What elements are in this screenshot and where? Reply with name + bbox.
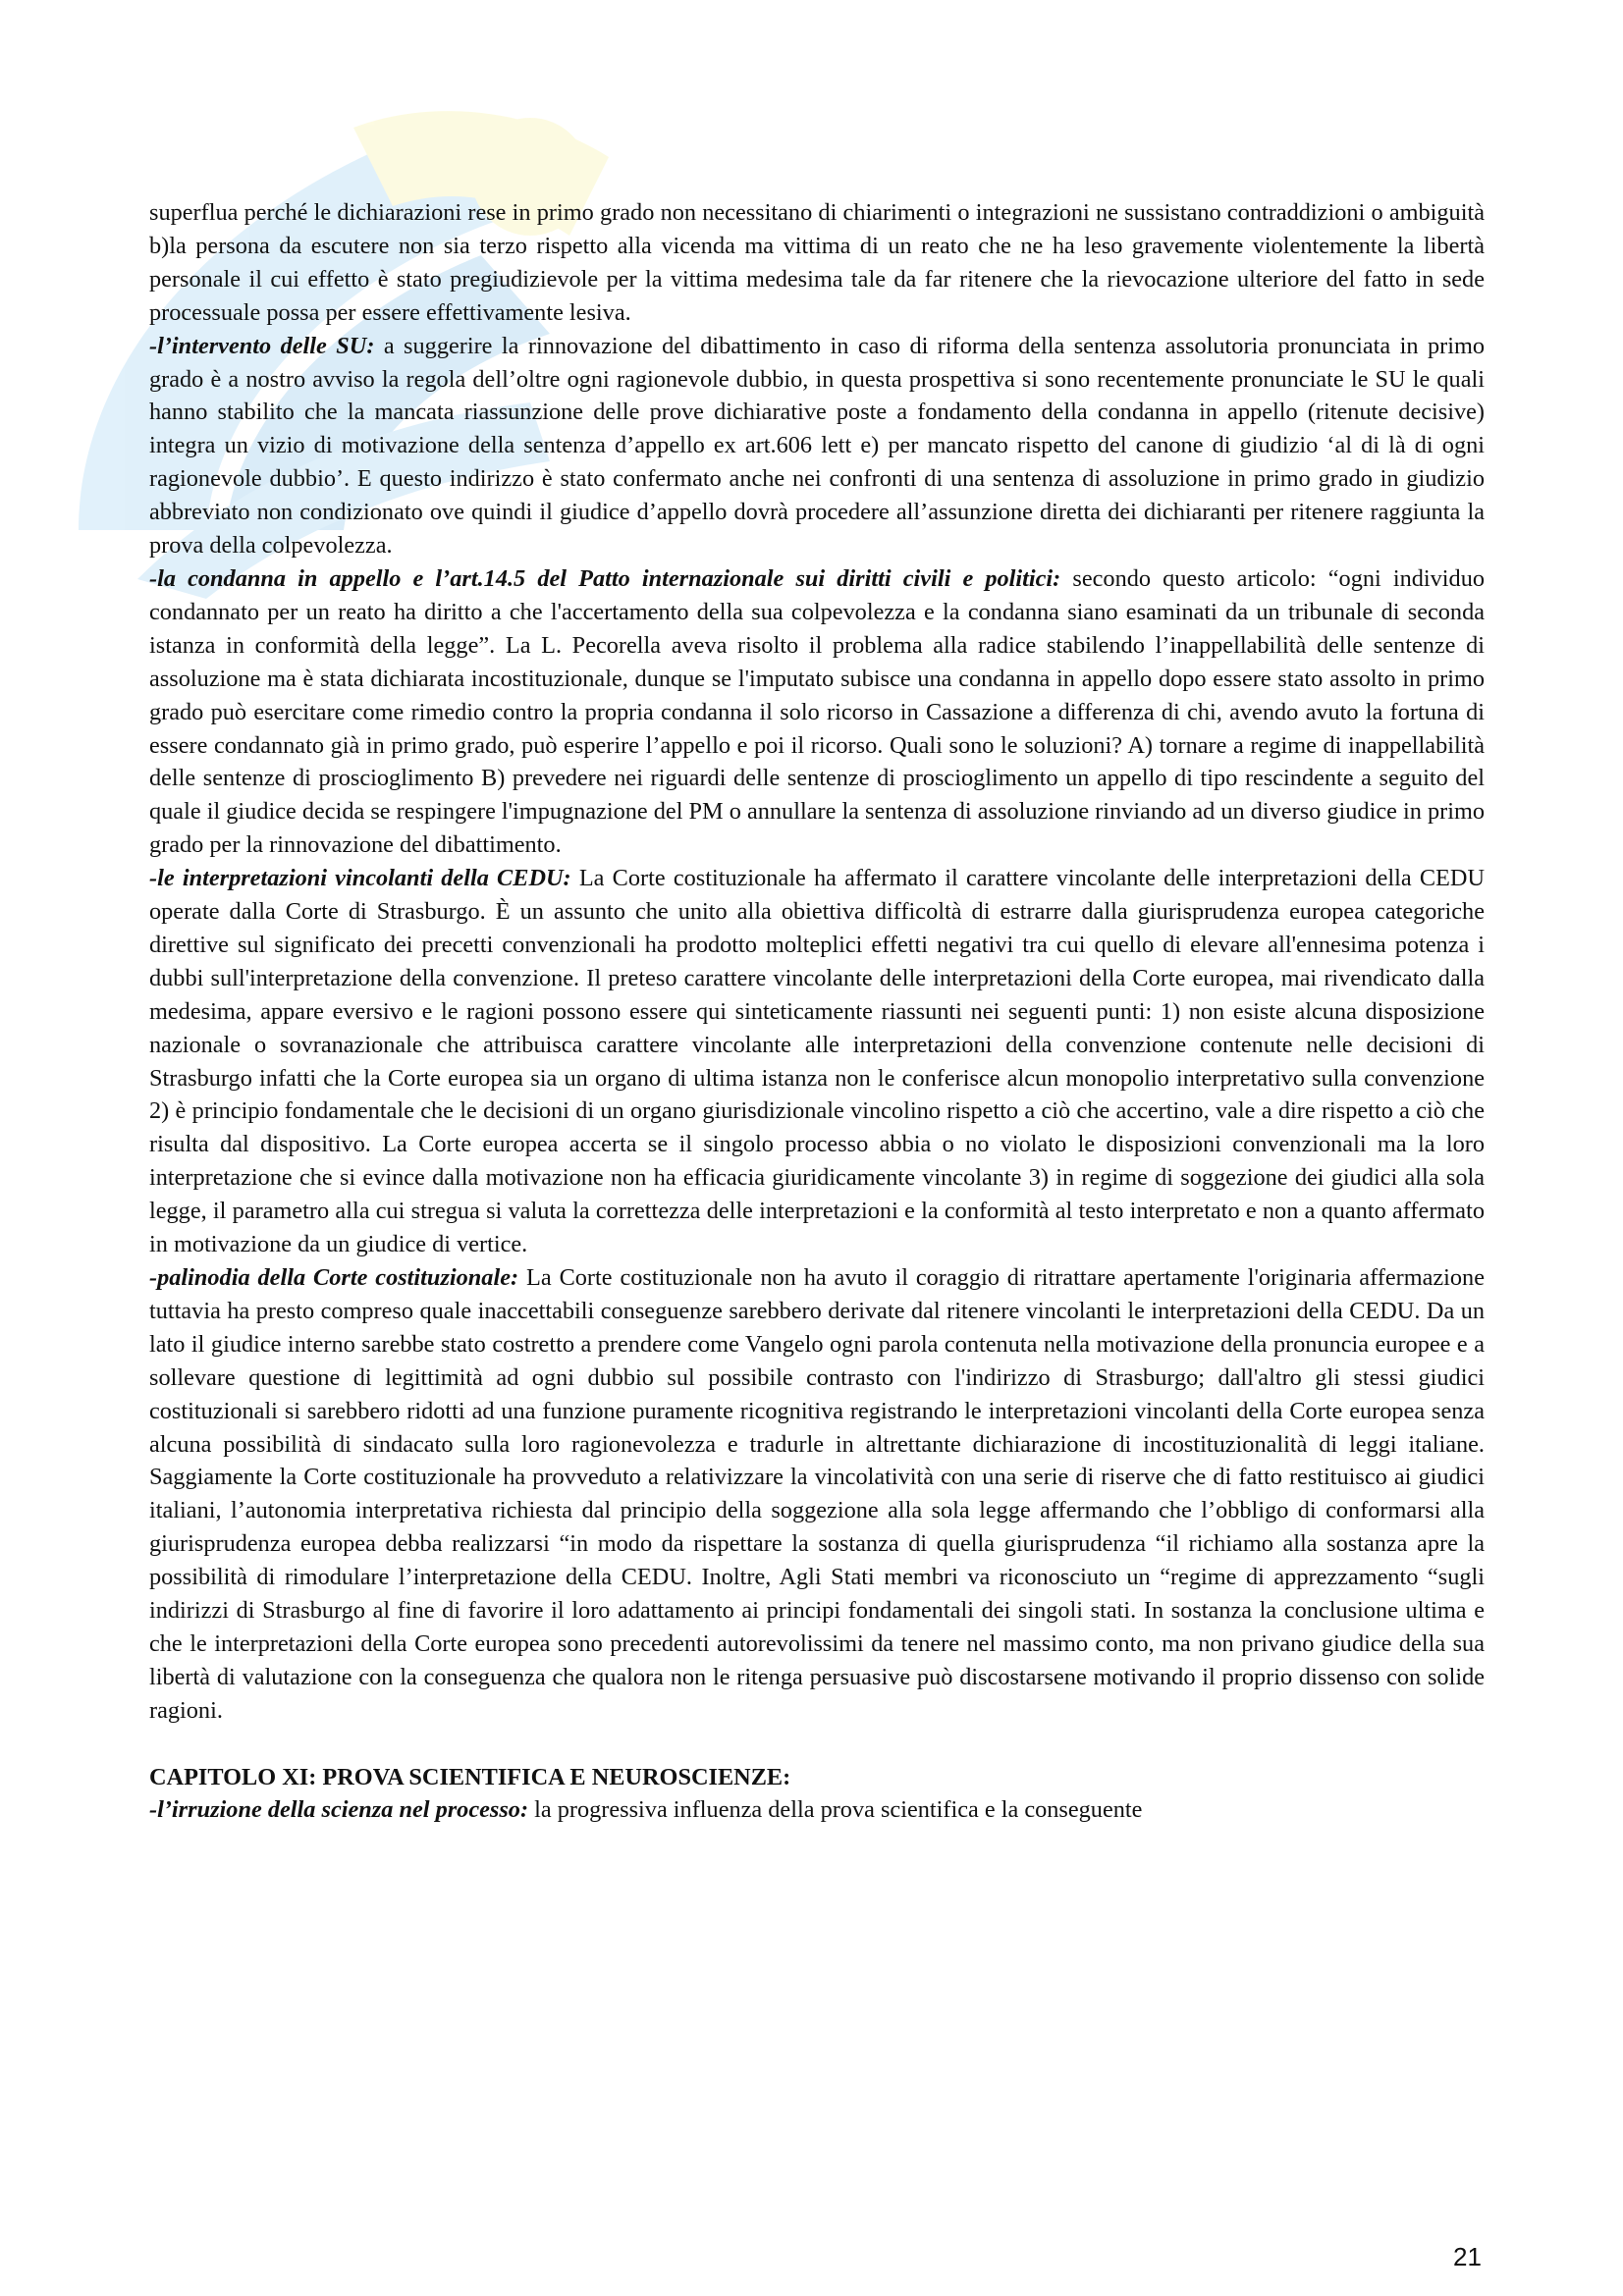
paragraph — [149, 330, 1485, 562]
paragraph-text: la progressiva influenza della prova scientifica e la conseguente — [528, 1796, 1143, 1824]
paragraph-lead: -le interpretazioni vincolanti della CEDU: — [149, 865, 571, 892]
document-body — [149, 196, 1485, 1827]
paragraph-lead: -l’intervento delle SU: — [149, 332, 375, 359]
paragraph-text: secondo questo articolo: “ogni individuo condannato per un reato ha diritto a che l'accertamento della sua colpevolezza e la condanna siano esaminati da un tribunale di seconda istanza in conformità della legge”. La L. Pecorella aveva risolto il problema alla radice stabilendo l’inappellabilità delle sentenze di assoluzione ma è stata dichiarata incostituzionale, dunque se l'imputato subisce una condanna in appello dopo essere stato assolto in primo grado può esercitare come rimedio contro la propria condanna il solo ricorso in Cassazione a differenza di chi, avendo avuto la fortuna di essere condannato già in primo grado, può esperire l’appello e poi il ricorso. Quali sono le soluzioni? A) tornare a regime di inappellabilità delle sentenze di proscioglimento B) prevedere nei riguardi delle sentenze di proscioglimento un appello di tipo rescindente a seguito del quale il giudice decida se respingere l'impugnazione del PM o annullare la sentenza di assoluzione rinviando ad un diverso giudice in primo grado per la rinnovazione del dibattimento. — [149, 564, 1485, 859]
paragraph — [149, 1793, 1485, 1827]
paragraph-text: a suggerire la rinnovazione del dibattimento in caso di riforma della sentenza assolutoria pronunciata in primo grado è a nostro avviso la regola dell’oltre ogni ragionevole dubbio, in questa prospettiva si sono recentemente pronunciate le SU le quali hanno stabilito che la mancata riassunzione delle prove dichiarative poste a fondamento della condanna in appello (ritenute decisive) integra un vizio di motivazione della sentenza d’appello ex art.606 lett e) per mancato rispetto del canone di giudizio ‘al di là di ogni ragionevole dubbio’. E questo indirizzo è stato confermato anche nei confronti di una sentenza di assoluzione in primo grado in giudizio abbreviato non condizionato ove quindi il giudice d’appello dovrà procedere all’assunzione diretta dei dichiaranti per ritenere raggiunta la prova della colpevolezza. — [149, 332, 1485, 560]
paragraph-text: La Corte costituzionale non ha avuto il coraggio di ritrattare apertamente l'originaria affermazione tuttavia ha presto compreso quale inaccettabili conseguenze sarebbero derivate dal ritenere vincolanti le interpretazioni della CEDU. Da un lato il giudice interno sarebbe stato costretto a prendere come Vangelo ogni parola contenuta nella motivazione della pronuncia europee e a sollevare questione di legittimità ad ogni dubbio sul possibile contrasto con l'indirizzo di Strasburgo; dall'altro gli stessi giudici costituzionali si sarebbero ridotti ad una funzione puramente ricognitiva registrando le interpretazioni vincolanti della Corte europea senza alcuna possibilità di sindacato sulla loro ragionevolezza e tradurle in altrettante dichiarazione di incostituzionalità di leggi italiane. Saggiamente la Corte costituzionale ha provveduto a relativizzare la vincolatività con una serie di riserve che di fatto restituisco ai giudici italiani, l’autonomia interpretativa richiesta dal principio della soggezione alla sola legge affermando che l’obbligo di conformarsi alla giurisprudenza europea debba realizzarsi “in modo da rispettare la sostanza di quella giurisprudenza “il richiamo alla sostanza apre la possibilità di rimodulare l’interpretazione della CEDU. Inoltre, Agli Stati membri va riconosciuto un “regime di apprezzamento “sugli indirizzi di Strasburgo al fine di favorire il loro adattamento ai principi fondamentali dei singoli stati. In sostanza la conclusione ultima e che le interpretazioni della Corte europea sono precedenti autorevolissimi da tenere nel massimo conto, ma non privano giudice della sua libertà di valutazione con la conseguenza che qualora non le ritenga persuasive può discostarsene motivando il proprio dissenso con solide ragioni. — [149, 1264, 1485, 1724]
page-number: 21 — [1453, 2242, 1482, 2271]
paragraph-text: La Corte costituzionale ha affermato il carattere vincolante delle interpretazioni della CEDU operate dalla Corte di Strasburgo. È un assunto che unito alla obiettiva difficoltà di estrarre dalla giurisprudenza europea categoriche direttive sul significato dei precetti convenzionali ha prodotto molteplici effetti negativi tra cui quello di elevare all'ennesima potenza i dubbi sull'interpretazione della convenzione. Il preteso carattere vincolante delle interpretazioni della Corte europea, mai rivendicato dalla medesima, appare eversivo e le ragioni possono essere qui sinteticamente riassunti nei seguenti punti: 1) non esiste alcuna disposizione nazionale o sovranazionale che attribuisca carattere vincolante alle interpretazioni della convenzione contenute nelle decisioni di Strasburgo infatti che la Corte europea sia un organo di ultima istanza non le conferisce alcun monopolio interpretativo sulla convenzione 2) è principio fondamentale che le decisioni di un organo giurisdizionale vincolino rispetto a ciò che accertino, vale a dire rispetto a ciò che risulta dal dispositivo. La Corte europea accerta se il singolo processo abbia o no violato le disposizioni convenzionali ma la loro interpretazione che si evince dalla motivazione non ha efficacia giuridicamente vincolante 3) in regime di soggezione dei giudici alla sola legge, il parametro alla cui stregua si valuta la correttezza delle interpretazioni e la conformità al testo interpretato e non a quanto affermato in motivazione da un giudice di vertice. — [149, 865, 1485, 1258]
paragraph-spacer — [149, 1728, 1485, 1761]
paragraph — [149, 862, 1485, 1261]
paragraph — [149, 196, 1485, 330]
paragraph-lead: -palinodia della Corte costituzionale: — [149, 1264, 519, 1291]
chapter-heading: CAPITOLO XI: PROVA SCIENTIFICA E NEUROSCIENZE: — [149, 1763, 791, 1790]
paragraph — [149, 1261, 1485, 1728]
paragraph-lead: -la condanna in appello e l’art.14.5 del Patto internazionale sui diritti civili e politici: — [149, 564, 1061, 592]
paragraph — [149, 562, 1485, 862]
paragraph-lead: -l’irruzione della scienza nel processo: — [149, 1796, 529, 1824]
paragraph-text: superflua perché le dichiarazioni rese in primo grado non necessitano di chiarimenti o integrazioni ne sussistano contraddizioni o ambiguità b)la persona da escutere non sia terzo rispetto alla vicenda ma vittima di un reato che ne ha leso gravemente violentemente la libertà personale il cui effetto è stato pregiudizievole per la vittima medesima tale da far ritenere che la rievocazione ulteriore del fatto in sede processuale possa per essere effettivamente lesiva. — [149, 199, 1485, 326]
